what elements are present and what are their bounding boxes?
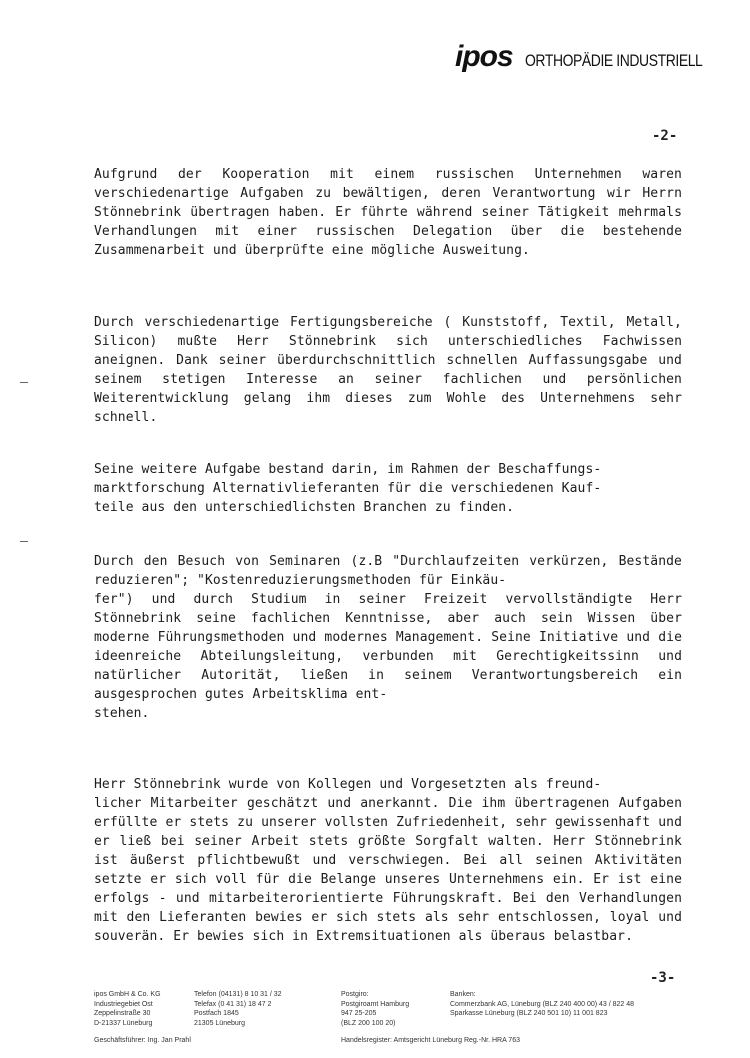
footer-postgiro: Postgiro: Postgiroamt Hamburg 947 25-205 (BLZ 200 100 20) — [341, 991, 410, 1027]
footer-register: Handelsregister: Amtsgericht Lüneburg Reg.-Nr. HRA 763 — [341, 1037, 520, 1044]
paragraph-seminars: Durch den Besuch von Seminaren (z.B "Durchlaufzeiten verkürzen, Bestände reduzieren"; "Kostenreduzierungsmethoden für Einkäu- fer") und durch Studium in seiner Freizeit vervollständigte Herr Stönnebrink seine fachlichen Kenntnisse, aber auch sein Wissen über moderne Führungsmethoden und modernes Management. Seine Initiative und die ideenreiche Abteilungsleitung, verbunden mit Gerechtigkeitssinn und natürlicher Autorität, ließen in seinem Verantwortungsbereich ein ausgesprochen gutes Arbeitsklima ent- stehen. — [94, 554, 682, 721]
logo-mark: ipos — [455, 40, 513, 73]
footer-contact: Telefon (04131) 8 10 31 / 32 Telefax (0 41 31) 18 47 2 Postfach 1845 21305 Lüneburg — [194, 991, 282, 1027]
page-number: -2- — [652, 128, 678, 144]
margin-fold-mark — [20, 382, 28, 383]
letterhead-footer — [94, 990, 714, 1050]
footer-company-address: ipos GmbH & Co. KG Industriegebiet Ost Zeppelinstraße 30 D-21337 Lüneburg — [94, 991, 161, 1027]
footer-banks: Banken: Commerzbank AG, Lüneburg (BLZ 240 400 00) 43 / 822 48 Sparkasse Lüneburg (BLZ 240 501 10) 11 001 823 — [450, 991, 635, 1017]
margin-punch-mark — [20, 541, 28, 542]
paragraph-cooperation: Aufgrund der Kooperation mit einem russischen Unternehmen waren verschiedenartige Aufgaben zu bewältigen, deren Verantwortung wir Herrn Stönnebrink übertragen haben. Er führte während seiner Tätigkeit mehrmals Verhandlungen mit einer russischen Delegation über die bestehende Zusammenarbeit und überprüfte eine mögliche Ausweitung. — [94, 167, 682, 258]
paragraph-production-areas: Durch verschiedenartige Fertigungsbereiche ( Kunststoff, Textil, Metall, Silicon) mußte Herr Stönnebrink sich unterschiedliches Fachwissen aneignen. Dank seiner überdurchschnittlich schnellen Auffassungsgabe und seinem stetigen Interesse an seiner fachlichen und persönlichen Weiterentwicklung gelang ihm dieses zum Wohle des Unternehmens sehr schnell. — [94, 315, 682, 425]
next-page-number: -3- — [650, 970, 676, 986]
footer-management: Geschäftsführer: Ing. Jan Prahl — [94, 1037, 191, 1044]
paragraph-assessment: Herr Stönnebrink wurde von Kollegen und Vorgesetzten als freund- licher Mitarbeiter geschätzt und anerkannt. Die ihm übertragenen Aufgaben erfüllte er stets zu unserer vollsten Zufriedenheit, sehr gewissenhaft und er ließ bei seiner Arbeit stets größte Sorgfalt walten. Herr Stönnebrink ist äußerst pflichtbewußt und verschwiegen. Bei all seinen Aktivitäten setzte er sich voll für die Belange unseres Unternehmens ein. Er ist eine erfolgs - und mitarbeiterorientierte Führungskraft. Bei den Verhandlungen mit den Lieferanten bewies er sich stets als sehr entschlossen, loyal und souverän. Er bewies sich in Extremsituationen als überaus belastbar. — [94, 777, 682, 944]
logo-subtitle: ORTHOPÄDIE INDUSTRIELL — [525, 51, 703, 70]
paragraph-procurement: Seine weitere Aufgabe bestand darin, im Rahmen der Beschaffungs- marktforschung Alternativlieferanten für die verschiedenen Kauf- teile aus den unterschiedlichsten Branchen zu finden. — [94, 462, 602, 515]
company-logo — [455, 40, 742, 72]
